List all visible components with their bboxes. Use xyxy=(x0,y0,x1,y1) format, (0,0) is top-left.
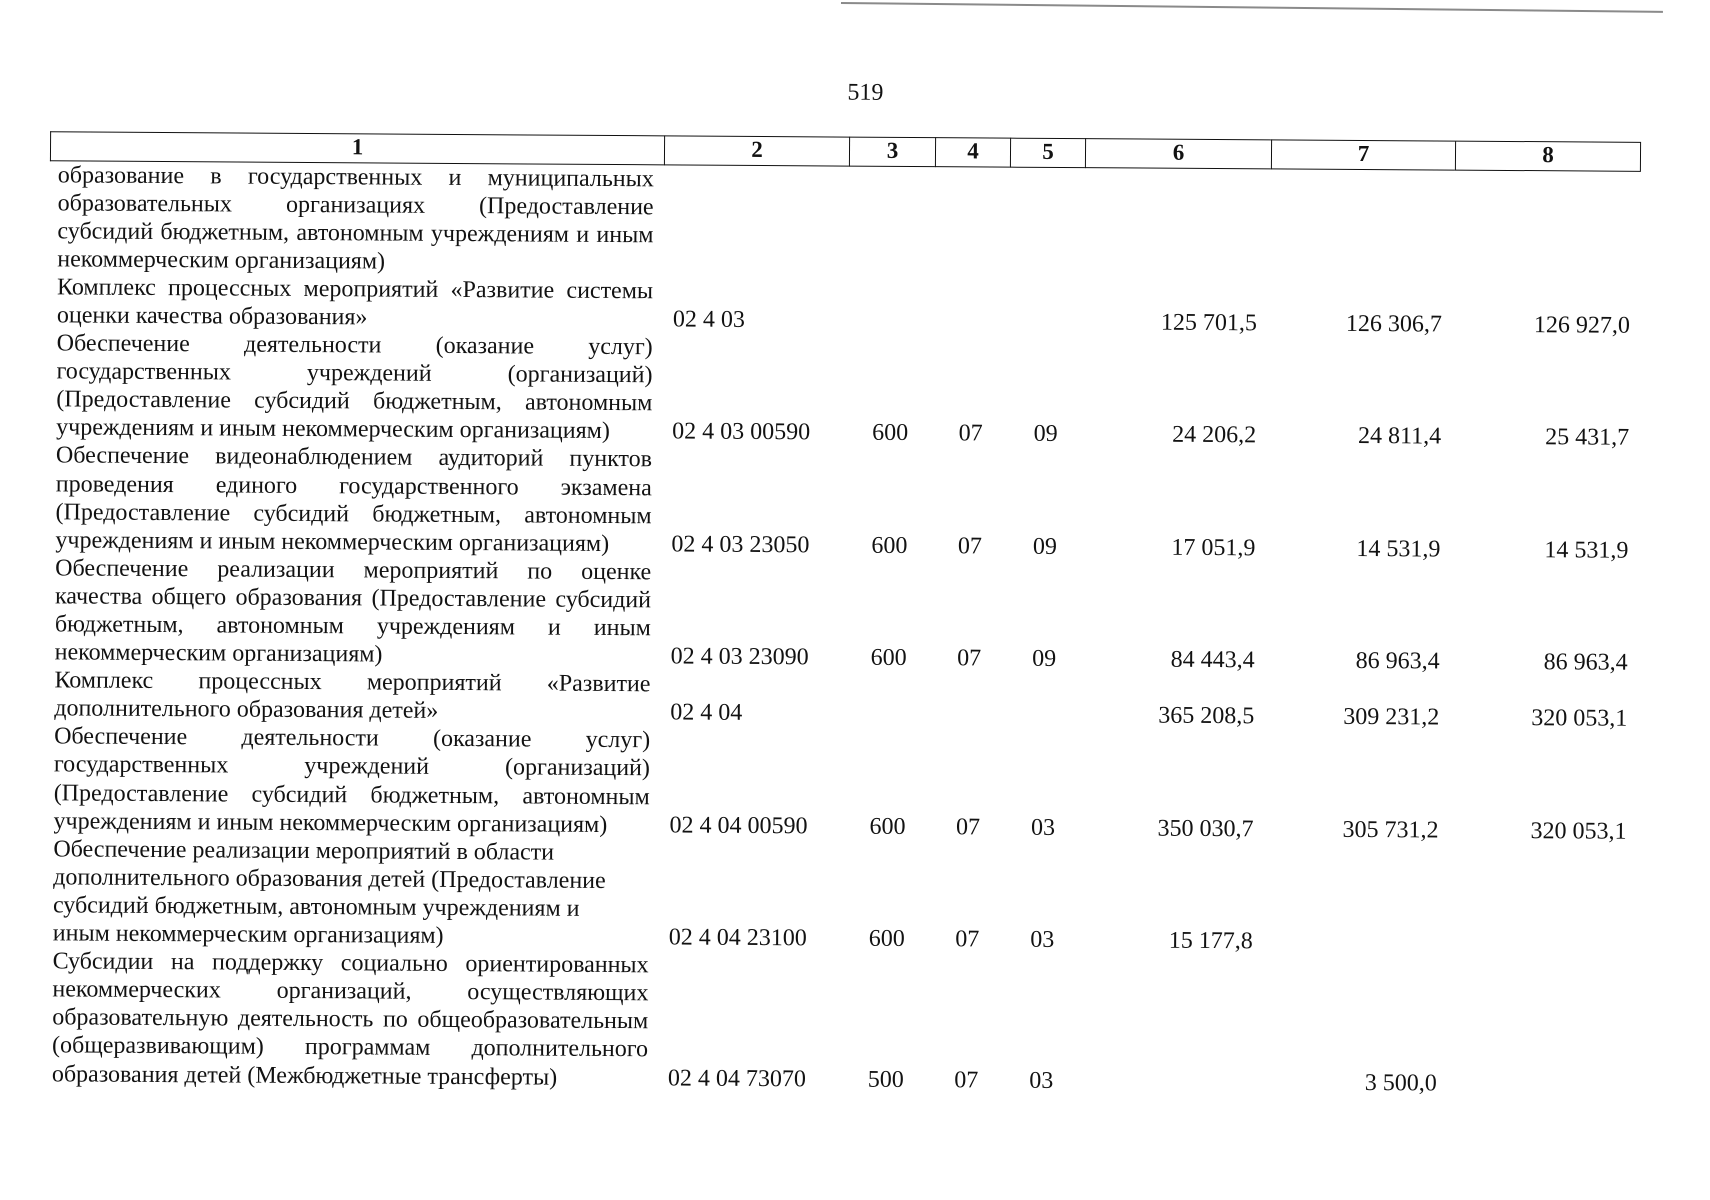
col3-cell: 600 xyxy=(869,813,906,840)
amount-col8: 14 531,9 xyxy=(1544,536,1629,564)
header-cell-6: 6 xyxy=(1085,138,1271,169)
description-line: качества общего образования (Предоставление субсидий xyxy=(54,583,652,614)
col4-cell: 07 xyxy=(957,533,982,560)
description-line: субсидий бюджетным, автономным учреждениям и xyxy=(52,892,580,922)
description-line: государственных учреждений (организаций) xyxy=(53,751,651,782)
amount-col8: 320 053,1 xyxy=(1531,705,1628,733)
description-line: государственных учреждений (организаций) xyxy=(56,358,653,389)
code-cell: 02 4 03 xyxy=(672,306,745,333)
col5-cell: 09 xyxy=(1032,645,1057,673)
col4-cell: 07 xyxy=(958,420,983,447)
code-cell: 02 4 04 xyxy=(670,699,743,727)
col5-cell: 03 xyxy=(1030,814,1056,841)
description-line: Комплекс процессных мероприятий «Развитие системы xyxy=(57,274,654,305)
code-cell: 02 4 04 00590 xyxy=(669,812,808,839)
col3-cell: 600 xyxy=(872,420,909,447)
description-line: Обеспечение деятельности (оказание услуг) xyxy=(56,330,653,361)
description-line: Обеспечение деятельности (оказание услуг) xyxy=(54,723,651,754)
col3-cell: 600 xyxy=(868,925,905,952)
description-line: (Предоставление субсидий бюджетным, автономным xyxy=(55,498,652,529)
description-line: оценки качества образования» xyxy=(56,302,368,331)
description-line: образование в государственных и муниципальных xyxy=(57,161,654,192)
amount-col6 xyxy=(1079,1095,1265,1096)
col5-cell: 03 xyxy=(1029,1067,1054,1094)
row-description xyxy=(48,329,663,445)
row-description xyxy=(46,666,660,726)
description-line: дополнительного образования детей (Предоставление xyxy=(53,864,606,894)
col4-cell: 07 xyxy=(957,645,982,672)
amount-col7: 305 731,2 xyxy=(1342,816,1439,844)
code-cell: 02 4 03 23050 xyxy=(671,531,810,559)
col3-cell: 600 xyxy=(871,532,908,559)
amount-col6: 17 051,9 xyxy=(1171,534,1256,562)
col3-cell: 600 xyxy=(870,644,907,672)
col3-cell: 500 xyxy=(867,1066,904,1093)
row-description xyxy=(45,835,660,951)
description-line: Комплекс процессных мероприятий «Развитие xyxy=(54,667,651,698)
header-cell-8: 8 xyxy=(1455,141,1641,172)
amount-col8: 320 053,1 xyxy=(1530,817,1627,845)
col5-cell: 09 xyxy=(1033,421,1058,448)
row-description xyxy=(49,273,663,333)
amount-col8 xyxy=(1449,1097,1635,1098)
description-line: иным некоммерческим организациям) xyxy=(52,920,444,949)
amount-col6: 24 206,2 xyxy=(1172,422,1257,449)
table-row xyxy=(47,554,1639,677)
header-cell-7: 7 xyxy=(1271,139,1455,170)
amount-col6: 84 443,4 xyxy=(1170,646,1255,674)
amount-col7: 24 811,4 xyxy=(1357,423,1442,450)
code-cell: 02 4 04 23100 xyxy=(668,924,807,952)
description-line: субсидий бюджетным, автономным учреждениям и иным xyxy=(57,218,654,248)
amount-col6: 365 208,5 xyxy=(1158,702,1255,730)
amount-col6: 125 701,5 xyxy=(1160,309,1257,337)
amount-col6: 350 030,7 xyxy=(1157,815,1254,842)
table-row xyxy=(48,329,1640,452)
description-line: учреждениям и иным некоммерческим организациям) xyxy=(56,414,610,445)
col4-cell: 07 xyxy=(955,813,981,841)
amount-col7: 3 500,0 xyxy=(1364,1069,1437,1096)
amount-col8: 25 431,7 xyxy=(1545,424,1630,452)
amount-col8: 126 927,0 xyxy=(1533,312,1630,339)
description-line: Обеспечение реализации мероприятий в области xyxy=(53,836,555,866)
code-cell: 02 4 03 00590 xyxy=(672,418,811,446)
table-row xyxy=(45,723,1637,846)
table-row xyxy=(49,161,1641,284)
header-cell-3: 3 xyxy=(849,137,935,168)
description-line: Обеспечение реализации мероприятий по оценке xyxy=(55,555,652,586)
row-description xyxy=(45,723,660,839)
description-line: образования детей (Межбюджетные трансферты) xyxy=(51,1060,558,1091)
amount-col7: 309 231,2 xyxy=(1343,704,1440,731)
description-line: Субсидии на поддержку социально ориентированных xyxy=(52,948,649,979)
document-page xyxy=(1,0,1648,1111)
col5-cell: 09 xyxy=(1032,533,1057,560)
description-line: некоммерческих организаций, осуществляющих xyxy=(52,976,649,1007)
description-line: дополнительного образования детей» xyxy=(54,695,439,725)
description-line: образовательных организациях (Предоставление xyxy=(57,189,654,220)
table-body xyxy=(44,161,1641,1099)
row-description xyxy=(44,947,659,1092)
header-cell-2: 2 xyxy=(664,135,849,166)
row-description xyxy=(47,442,662,558)
description-line: некоммерческим организациям) xyxy=(54,639,383,668)
col4-cell: 07 xyxy=(955,926,980,953)
table-row xyxy=(45,835,1637,958)
description-line: (общеразвивающим) программам дополнительного xyxy=(51,1032,649,1063)
header-cell-5: 5 xyxy=(1010,138,1085,168)
description-line: (Предоставление субсидий бюджетным, автономным xyxy=(53,779,650,810)
col5-cell: 03 xyxy=(1030,926,1055,953)
description-line: бюджетным, автономным учреждениям и иным xyxy=(54,611,651,642)
description-line: образовательную деятельность по общеобразовательным xyxy=(52,1004,649,1035)
amount-col7: 86 963,4 xyxy=(1355,648,1440,675)
amount-col8: 86 963,4 xyxy=(1543,649,1628,676)
table-row xyxy=(46,666,1637,733)
table-row xyxy=(49,273,1640,340)
page-number: 519 xyxy=(847,79,884,106)
amount-col7: 14 531,9 xyxy=(1356,535,1441,563)
col4-cell: 07 xyxy=(954,1066,979,1093)
code-cell: 02 4 03 23090 xyxy=(670,643,809,671)
description-line: некоммерческим организациям) xyxy=(57,246,386,275)
table-row xyxy=(47,442,1639,565)
row-description xyxy=(47,554,662,670)
description-line: учреждениям и иным некоммерческим организациям) xyxy=(53,807,608,838)
amount-col7: 126 306,7 xyxy=(1345,310,1442,338)
header-cell-4: 4 xyxy=(935,137,1010,167)
description-line: (Предоставление субсидий бюджетным, автономным xyxy=(56,386,653,417)
description-line: учреждениям и иным некоммерческим организациям) xyxy=(55,527,610,557)
amount-col6: 15 177,8 xyxy=(1168,927,1253,955)
row-description xyxy=(49,161,664,277)
table-row xyxy=(44,947,1636,1098)
code-cell: 02 4 04 73070 xyxy=(667,1064,806,1092)
header-cell-1: 1 xyxy=(50,131,664,165)
description-line: Обеспечение видеонаблюдением аудиторий пунктов xyxy=(55,442,653,473)
description-line: проведения единого государственного экзамена xyxy=(55,470,652,501)
